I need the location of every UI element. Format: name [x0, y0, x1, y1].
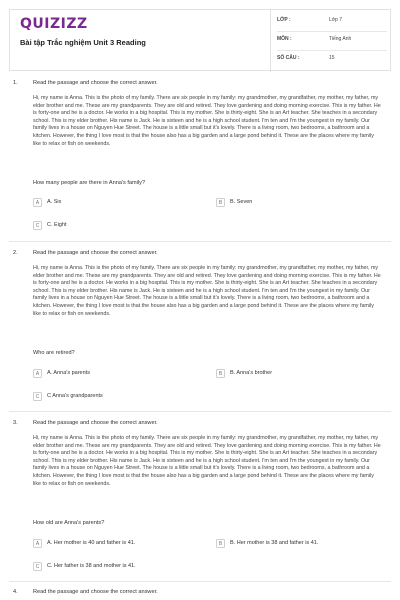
reading-passage: Hi, my name is Anna. This is the photo of my family. There are six people in my family: my grandmother, my grandfather, my mother, my father, my elder brother and me. These are my grandparents. They are old and retired. They love gardening and doing morning exercise. This is my father. He is forty-one and he is a doctor. He works in a big hospital. This is my mother. She is thirty-eight. She is an Art teacher. She teaches in a secondary school. This is my elder brother. His name is Jack. He is sixteen and he is a high school student. I'm ten and I'm the youngest in my family. Our family lives in a house on Nguyen Hue Street. The house is a little small but it's lovely. There is a living room, two bedrooms, a bathroom and a kitchen. However, the thing I love most is that the house also has a big garden and a large pond behind it. These are the places where my family like to relax or fish on weekends.	[33, 95, 381, 147]
reading-passage: Hi, my name is Anna. This is the photo of my family. There are six people in my family: my grandmother, my grandfather, my mother, my father, my elder brother and me. These are my grandparents. They are old and retired. They love gardening and doing morning exercise. This is my father. He is forty-one and he is a doctor. He works in a big hospital. This is my mother. She is thirty-eight. She is an Art teacher. She teaches in a secondary school. This is my elder brother. His name is Jack. He is sixteen and he is a high school student. I'm ten and I'm the youngest in my family. Our family lives in a house on Nguyen Hue Street. The house is a little small but it's lovely. There is a living room, two bedrooms, a bathroom and a kitchen. However, the thing I love most is that the house also has a big garden and a large pond behind it. These are the places where my family like to relax or fish on weekends.	[33, 265, 381, 317]
answer-option-b[interactable]	[216, 198, 376, 208]
worksheet-header	[9, 9, 391, 71]
option-letter-box: B	[216, 198, 225, 207]
option-label: C. Her father is 38 and mother is 41.	[47, 563, 136, 569]
option-letter-box: B	[216, 539, 225, 548]
question-number: 4.	[13, 589, 18, 595]
worksheet-title: Bài tập Trắc nghiệm Unit 3 Reading	[20, 38, 146, 47]
meta-count-value: 15	[329, 55, 335, 61]
meta-grade-label: LỚP :	[277, 17, 291, 23]
option-label: A. Six	[47, 199, 62, 205]
option-letter-box: A	[33, 369, 42, 378]
answer-option-b[interactable]	[216, 539, 386, 549]
option-label: A. Anna's parents	[47, 370, 90, 376]
option-label: C. Eight	[47, 222, 67, 228]
option-letter-box: C	[33, 562, 42, 571]
answer-option-b[interactable]	[216, 369, 376, 379]
option-letter-box: A	[33, 198, 42, 207]
answer-option-a[interactable]	[33, 539, 203, 549]
quizizz-logo: QUIZIZZ	[20, 16, 88, 32]
option-letter-box: A	[33, 539, 42, 548]
option-label: B. Seven	[230, 199, 253, 205]
answer-option-c[interactable]	[33, 562, 203, 572]
option-letter-box: B	[216, 369, 225, 378]
option-label: C Anna's grandparents	[47, 393, 103, 399]
question-text: How old are Anna's parents?	[33, 520, 105, 526]
question-instruction: Read the passage and choose the correct answer.	[33, 420, 158, 426]
meta-count-label: SỐ CÂU :	[277, 55, 300, 61]
question-divider	[9, 411, 391, 412]
meta-question-count	[277, 55, 389, 67]
meta-divider	[277, 50, 387, 51]
meta-subject	[277, 36, 389, 48]
answer-option-c[interactable]	[33, 392, 193, 402]
question-instruction: Read the passage and choose the correct answer.	[33, 250, 158, 256]
question-instruction: Read the passage and choose the correct answer.	[33, 80, 158, 86]
meta-subject-value: Tiếng Anh	[329, 36, 352, 42]
meta-subject-label: MÔN :	[277, 36, 292, 42]
worksheet-meta	[270, 10, 392, 72]
meta-divider	[277, 31, 387, 32]
meta-grade	[277, 17, 389, 29]
option-letter-box: C	[33, 392, 42, 401]
question-text: Who are retired?	[33, 350, 75, 356]
answer-option-a[interactable]	[33, 198, 193, 208]
meta-grade-value: Lớp 7	[329, 17, 343, 23]
answer-option-c[interactable]	[33, 221, 193, 231]
option-label: B. Her mother is 38 and father is 41.	[230, 540, 319, 546]
question-divider	[9, 581, 391, 582]
question-number: 2.	[13, 250, 18, 256]
question-number: 3.	[13, 420, 18, 426]
option-letter-box: C	[33, 221, 42, 230]
question-text: How many people are there in Anna's family?	[33, 180, 146, 186]
question-instruction: Read the passage and choose the correct answer.	[33, 589, 158, 595]
question-number: 1.	[13, 80, 18, 86]
question-divider	[9, 241, 391, 242]
option-label: A. Her mother is 40 and father is 41.	[47, 540, 136, 546]
option-label: B. Anna's brother	[230, 370, 273, 376]
reading-passage: Hi, my name is Anna. This is the photo of my family. There are six people in my family: my grandmother, my grandfather, my mother, my father, my elder brother and me. These are my grandparents. They are old and retired. They love gardening and doing morning exercise. This is my father. He is forty-one and he is a doctor. He works in a big hospital. This is my mother. She is thirty-eight. She is an Art teacher. She teaches in a secondary school. This is my elder brother. His name is Jack. He is sixteen and he is a high school student. I'm ten and I'm the youngest in my family. Our family lives in a house on Nguyen Hue Street. The house is a little small but it's lovely. There is a living room, two bedrooms, a bathroom and a kitchen. However, the thing I love most is that the house also has a big garden and a large pond behind it. These are the places where my family like to relax or fish on weekends.	[33, 435, 381, 487]
answer-option-a[interactable]	[33, 369, 193, 379]
